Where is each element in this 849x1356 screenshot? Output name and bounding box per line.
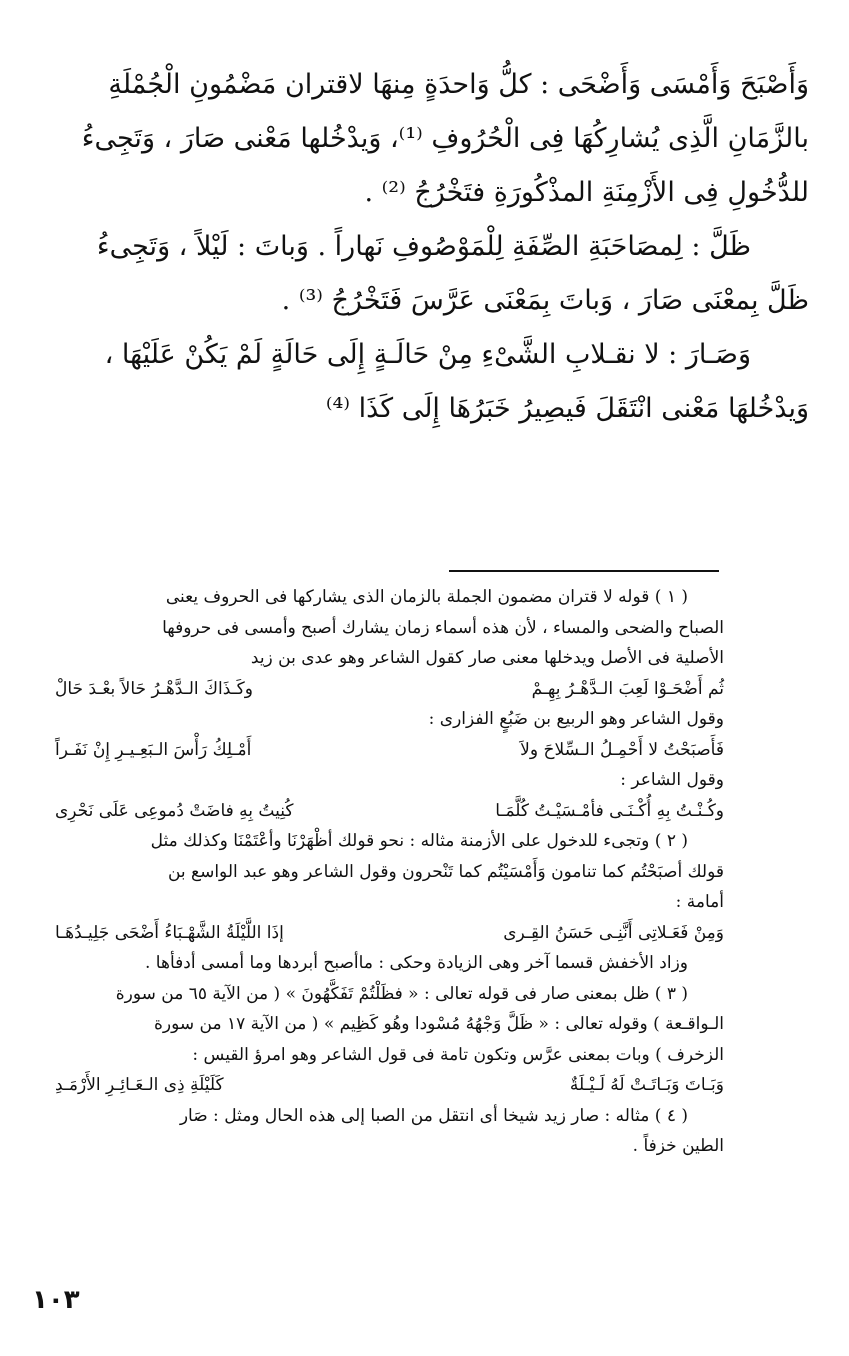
verse-first-hemistich: وَمِنْ فَعَـلاتِى أَنَّنِـى حَسَنُ القِـرى xyxy=(503,922,724,943)
main-line: للدُّخُولِ فِى الأَزْمِنَةِ المذْكُورَةِ فتَخْرُجُ ⁽²⁾ . xyxy=(364,177,809,208)
verse-first-hemistich: وكُـنْـتُ بِهِ أُكْـنَـى فأمْـسَيْـتُ كُلَّمَـا xyxy=(495,800,724,821)
footnote-line: الزخرف ) وبات بمعنى عرَّس وتكون تامة فى قول الشاعر وهو امرؤ القيس : xyxy=(192,1044,724,1065)
main-line: ظَلَّ بِمعْنَى صَارَ ، وَباتَ بِمَعْنَى عَرَّسَ فَتَخْرُجُ ⁽³⁾ . xyxy=(281,285,809,316)
footnote-line: وزاد الأخفش قسما آخر وهى الزيادة وحكى : ماأصبح أبردها وما أمسى أدفأها . xyxy=(145,953,688,973)
verse-second-hemistich: إذَا اللَّيْلَةُ الشَّهْـبَاءُ أَضْحَى جَلِيـدُهَـا xyxy=(55,922,284,943)
footnote-line: الأصلية فى الأصل ويدخلها معنى صار كقول الشاعر وهو عدى بن زيد xyxy=(250,648,724,668)
verse xyxy=(55,674,724,705)
footnote-line: قولك أصبَحْتُم كما تنامون وَأَمْسَيْتُم كما تَنْحرون وقول الشاعر وهو عبد الواسع بن xyxy=(167,861,724,882)
footnote-line: ( ٢ ) وتجىء للدخول على الأزمنة مثاله : نحو قولك أظْهَرْنَا وأعْتَمْنَا وكذلك مثل xyxy=(150,831,688,851)
main-line: ظَلَّ : لِمصَاحَبَةِ الصِّفَةِ لِلْمَوْصُوفِ نَهاراً . وَباتَ : لَيْلاً ، وَتَجِىءُ xyxy=(96,231,751,262)
footnote-line: وقول الشاعر وهو الربيع بن ضَبُعٍ الفزارى : xyxy=(428,709,724,729)
main-line: وَيدْخُلهَا مَعْنى انْتَقَلَ فَيصِيرُ خَبَرُهَا إِلَى كَذَا ⁽⁴⁾ xyxy=(325,393,809,424)
verse-first-hemistich: ثُم أَضْحَـوْا لَعِبَ الـدَّهْـرُ بِهِـمْ xyxy=(531,678,724,699)
footnote-divider xyxy=(449,570,719,572)
verse-second-hemistich: وكَـذَاكَ الـدَّهْـرُ حَالاً بعْـدَ حَالْ xyxy=(55,678,253,699)
verse xyxy=(55,796,724,827)
verse-second-hemistich: كُنِيتُ بِهِ فاضَتْ دُموعِى عَلَى نَحْرِى xyxy=(55,800,294,821)
verse xyxy=(55,918,724,949)
footnote-line: الطين خزفاً . xyxy=(632,1136,724,1156)
main-line: وَصَـارَ : لا نقـلابِ الشَّىْءِ مِنْ حَالَـةٍ إِلَى حَالَةٍ لَمْ يَكُنْ عَلَيْهَا ، xyxy=(104,339,751,370)
page-number: ١٠٣ xyxy=(32,1285,80,1315)
footnote-line: الـواقـعة ) وقوله تعالى : « ظَلَّ وَجْهُهُ مُسْودا وهُو كَظِيم » ( من الآية ١٧ من سورة xyxy=(154,1014,724,1034)
verse-first-hemistich: فَأَصبَحْتُ لا أَحْمِـلُ الـسِّلاحَ ولاَ xyxy=(520,739,724,760)
footnote-line: الصباح والضحى والمساء ، لأن هذه أسماء زمان يشارك أصبح وأمسى فى حروفها xyxy=(162,617,724,638)
footnote-line: وقول الشاعر : xyxy=(620,770,724,790)
verse-second-hemistich: أَمْـلِكُ رَأْسَ الـبَعِـيـرِ إِنْ نَفَـراً xyxy=(55,739,252,760)
footnote-line: ( ١ ) قوله لا قتران مضمون الجملة بالزمان الذى يشاركها فى الحروف يعنى xyxy=(165,587,688,607)
footnote-line: أمامة : xyxy=(675,892,724,912)
main-text xyxy=(38,58,809,436)
footnotes xyxy=(55,582,724,1162)
footnote-line: ( ٤ ) مثاله : صار زيد شيخا أى انتقل من الصبا إلى هذه الحال ومثل : صَار xyxy=(179,1105,688,1126)
verse-first-hemistich: وَبَـاتَ وَبَـاتَـتْ لَهُ لَـيْـلَةٌ xyxy=(569,1075,724,1095)
main-line: بالزَّمَانِ الَّذِى يُشارِكُهَا فِى الْحُرُوفِ ⁽¹⁾، وَيدْخُلها مَعْنى صَارَ ، وَتَجِىءُ xyxy=(81,123,809,154)
footnote-line: ( ٣ ) ظل بمعنى صار فى قوله تعالى : « فظَلْتُمْ تَفَكَّهُونَ » ( من الآية ٦٥ من سورة xyxy=(115,983,688,1004)
verse xyxy=(55,1070,724,1101)
verse xyxy=(55,735,724,766)
main-line: وَأَصْبَحَ وَأَمْسَى وَأَضْحَى : كلُّ وَاحدَةٍ مِنهَا لاقتران مَضْمُونِ الْجُمْلَةِ xyxy=(108,69,809,100)
verse-second-hemistich: كَلَيْلَةِ ذِى الـعَـائِـرِ الأَرْمَـدِ xyxy=(55,1075,224,1095)
